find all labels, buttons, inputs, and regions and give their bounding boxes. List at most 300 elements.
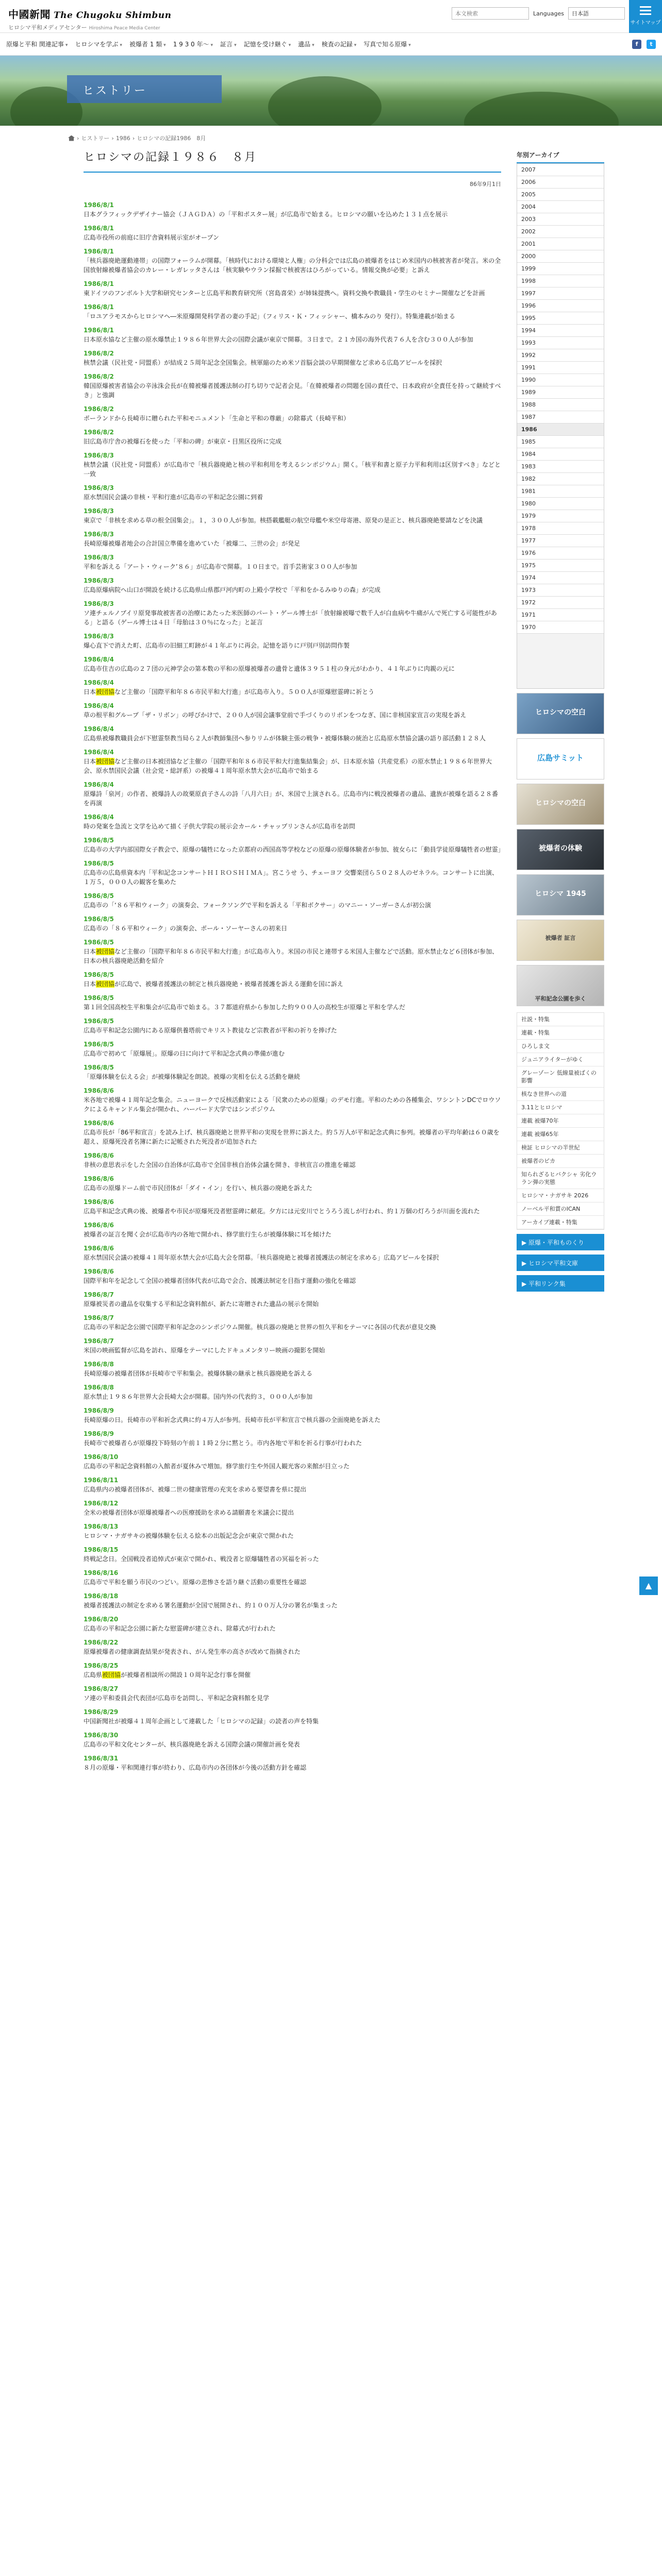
entry-text: 広島市の原爆ドーム前で市民団体が「ダイ・イン」を行い、核兵器の廃絶を訴えた [84,1184,312,1192]
entry-date: 1986/8/31 [84,1755,119,1762]
menu-icon [640,6,651,15]
entry-date: 1986/8/12 [84,1500,119,1507]
hero-banner [0,56,662,126]
entry-date: 1986/8/3 [84,577,114,584]
facebook-icon[interactable]: f [632,40,641,49]
entry-text: ポーランドから長崎市に贈られた平和モニュメント「生命と平和の尊厳」の除幕式（長崎平和） [84,415,350,422]
entry-text: 日本原水協など主催の原水爆禁止１９８６年世界大会の国際会議が東京で開幕。３日まで。２１カ国の海外代表７６人を含む３００人が参加 [84,336,473,343]
history-entry [84,404,501,423]
entry-text: 広島市の広島県資本内「平和記念コンサートＨＩＲＯＳＨＩＭＡ」。宮こうせ う、チェーヨフ 交響楽団ら５０２８人のゼネラル。コンサートに出演、１万５，０００人の観客を集めた [84,869,498,886]
logo-sub-ja: ヒロシマ平和メディアセンター [8,24,87,31]
entry-date: 1986/8/6 [84,1175,114,1182]
year-archive-list [517,163,604,689]
entry-text: 第１回全国高校生平和集会が広島市で始まる。３７都道府県から参加した約９００人の高校生が原爆と平和を学んだ [84,1004,406,1011]
entry-date: 1986/8/1 [84,303,114,311]
entry-text: 「ロユアラモスからヒロシマヘ―米原爆開発科学者の妻の手記」（フィリス・Ｋ・フィッシャー、橋本みのり 発行）。特集連載が始まる [84,313,455,320]
sidebar-link[interactable]: ひろしま文 [517,1040,604,1053]
entry-text: 平和を訴える「アート・ウィーク’８６」が広島市で開幕。１０日まで。首手芸術家３００人が参加 [84,563,357,570]
history-entry [84,1221,501,1239]
banner-label: ヒロシマの空白 [535,799,586,807]
history-entry [84,970,501,989]
year-link-2001[interactable]: 2001 [517,238,604,250]
entry-text: 草の根平和グループ「ザ・リボン」の呼びかけで、２００人が国会議事堂前で手づくりのリボンをつなぎ、国に非核国家宣言の実現を訴え [84,711,467,719]
entry-date: 1986/8/13 [84,1523,119,1530]
entry-date: 1986/8/5 [84,860,114,867]
entry-date: 1986/8/3 [84,554,114,561]
entry-date: 1986/8/5 [84,1041,114,1048]
year-link-1982[interactable]: 1982 [517,473,604,485]
sidebar-link[interactable]: 連載 被爆70年 [517,1114,604,1128]
history-entry [84,859,501,887]
history-entry [84,599,501,627]
history-entry [84,1290,501,1309]
history-entry [84,1086,501,1114]
entry-text: 「核兵器廃絶運動連帯」の国際フォーラムが開幕。「核時代における環境と人権」の分科会では広島の被爆者をはじめ米国内の核被害者が発言。米の全国放射線被爆者協会のカレー・レガレッタさんは「核実験やウラン採掘で核被害はひろがっている。情報交換が必要」と訴え [84,257,501,274]
logo-title-en: The Chugoku Shimbun [54,10,172,21]
entry-date: 1986/8/6 [84,1245,114,1252]
entry-text: 終戦記念日。全国戦没者追悼式が東京で開かれ、戦没者と原爆犠牲者の冥福を祈った [84,1555,319,1563]
banner-1945[interactable] [517,874,604,916]
sidebar-button-label: 平和リンク集 [528,1280,566,1287]
year-link-2003[interactable]: 2003 [517,213,604,226]
content-wrapper [47,148,615,1777]
entry-text: 広島市平和記念公園内にある原爆供養塔前でキリスト教徒など宗教者が平和の祈りを捧げた [84,1027,337,1034]
entry-text: 米各地で被爆４１周年記念集会。ニューヨークで反核活動家による「民衆のための原爆」のデモ行進。平和のための各種集会、ワシントンDCでロウソクによるキャンドル集会が開かれ、ハーバード大学ではシンポジウム [84,1096,501,1113]
history-entry [84,1118,501,1146]
banner-peace-park[interactable] [517,965,604,1006]
year-link-1979[interactable]: 1979 [517,510,604,522]
entry-text: 広島平和記念式典の後、被爆者や市民が原爆死没者慰霊碑に献花。夕方には元安川でとうろう流しが行われ、約１万個の灯ろうが川面を流れた [84,1208,480,1215]
history-entry [84,1151,501,1170]
banner-label: ヒロシマ 1945 [535,890,586,898]
sidebar-links [517,1012,604,1230]
history-entry [84,1545,501,1564]
year-link-1973[interactable]: 1973 [517,584,604,597]
history-entry [84,1476,501,1494]
history-entry [84,938,501,965]
year-link-1985[interactable]: 1985 [517,436,604,448]
sidebar-button-goods[interactable]: ▶ 原爆・平和ものくり [517,1234,604,1250]
entry-text: 広島市の平和文化センターが、核兵器廃絶を訴える国際会議の開催計画を発表 [84,1741,300,1748]
banner-summit[interactable] [517,738,604,779]
history-entry [84,1661,501,1680]
entry-text: 広島市で平和を願う市民のつどい。原爆の悲惨さを語り継ぐ活動の重要性を確認 [84,1579,307,1586]
entry-date: 1986/8/1 [84,280,114,287]
history-entry [84,1591,501,1610]
year-link-2000[interactable]: 2000 [517,250,604,263]
nav-item-inherit[interactable]: 記憶を受け継ぐ ▾ [244,40,291,48]
entry-date: 1986/8/15 [84,1546,119,1553]
history-entry [84,724,501,743]
sidebar-button-label: ヒロシマ平和文庫 [528,1260,578,1267]
page-top-button[interactable]: ▲ [639,1577,658,1595]
sidebar-button-links[interactable]: ▶ 平和リンク集 [517,1275,604,1292]
entry-text: 日本被団協が広島で、被爆者援護法の制定と核兵器廃絶・被爆者援護を訴える運動を国に訴え [84,980,343,988]
year-link-1984[interactable]: 1984 [517,448,604,461]
banner-hiroshima-blank[interactable] [517,693,604,734]
entry-text: 原水禁国民会議の被爆４１周年原水禁大会が広島大会を閉幕。「核兵器廃絶と被爆者援護法の制定を求める」広島アピールを採択 [84,1254,439,1261]
history-entry [84,483,501,502]
entry-text: ソ連チェルノブイリ原発事故被害者の治療にあたった米医師のパート・ゲール博士が「放射線被曝で数千人が白血病や牛痛がんで死亡する可能性がある」と語る（ゲール博士は４日「母胎は３０％になった」と証言 [84,609,497,626]
home-icon[interactable] [68,135,75,141]
entry-date: 1986/8/8 [84,1384,114,1391]
entry-text: 日本被団協など主催の「国際平和年８６市民平和大行進」が広島市入り。米国の市民と連帯する米国人主催などで活動。原水禁止など６団体が参加、日本の核兵器廃絶活動を紹介 [84,948,499,964]
entry-text: 長崎原爆被爆者地会の合計国立準備を進めていた「被爆二、三世の会」が発足 [84,540,301,547]
entry-text: ヒロシマ・ナガサキの被爆体験を伝える絵本の出版記念会が東京で開かれた [84,1532,294,1539]
history-entry [84,1383,501,1401]
banner-label: 平和記念公園を歩く [535,995,586,1002]
entry-text: 広島市住吉の広島の２７団の元神学会の第本数の平和の原爆被爆者の遺骨と遺体３９５１柱の身元がわかり、４１年ぶりに肉親の元に [84,665,455,672]
entry-text: 長崎市で被爆者らが原爆投下時刻の午前１１時２分に黙とう。市内各地で平和を祈る行事が行われた [84,1439,362,1447]
entry-text: 米国の映画監督が広島を訪れ、原爆をテーマにしたドキュメンタリー映画の撮影を開始 [84,1347,325,1354]
history-entry [84,812,501,831]
entry-date: 1986/8/5 [84,994,114,1002]
year-link-1980[interactable]: 1980 [517,498,604,510]
hero-title: ヒストリー [82,84,147,97]
year-link-1998[interactable]: 1998 [517,275,604,287]
entry-date: 1986/8/10 [84,1453,119,1461]
sidebar-link[interactable]: 知られざるヒバクシャ 劣化ウラン弾の実態 [517,1168,604,1189]
logo-title-ja: 中國新聞 [8,8,51,21]
entry-date: 1986/8/3 [84,600,114,607]
history-entry [84,1063,501,1081]
year-link-1993[interactable]: 1993 [517,337,604,349]
entry-text: 原爆詩「泉河」の作者、被爆詩人の故栗原貞子さんの詩「八月六日」が、米国で上演される。広島市内に戦没被爆者の遺品、遺族が被爆を語る２８番を再演 [84,790,499,807]
entry-date: 1986/8/1 [84,225,114,232]
nav-item-records[interactable]: 検査の記録 ▾ [322,40,357,48]
entry-date: 1986/8/9 [84,1407,114,1414]
entry-text: 「原爆体験を伝える会」が被爆体験記を朗読。被爆の実相を伝える活動を継続 [84,1073,301,1080]
hero-title-band [67,75,222,103]
history-entry [84,1040,501,1058]
year-link-1974[interactable]: 1974 [517,572,604,584]
history-entry [84,506,501,525]
entry-text: 長崎原爆の被爆者団体が長崎市で平和集会。被爆体験の継承と核兵器廃絶を訴える [84,1370,313,1377]
entry-text: 国際平和年を記念して全国の被爆者団体代表が広島で会合、援護法制定を目指す運動の強化を確認 [84,1277,356,1284]
entry-text: 非核の意思表示をした全国の自治体が広島市で全国非核自治体会議を開き、非核宣言の推進を確認 [84,1161,356,1168]
languages-label: Languages [533,10,564,17]
entry-text: 原爆被爆者の健康調査結果が発表され、がん発生率の高さが改めて指摘された [84,1648,301,1655]
entry-text: 広島市長が「86平和宣言」を読み上げ、核兵器廃絶と世界平和の実現を世界に訴えた。約５万人が平和記念式典に参列。被爆者の平均年齢は６０歳を超え、原爆死没者名簿に新たに記帳された死没者が追加された [84,1129,500,1145]
year-link-1991[interactable]: 1991 [517,362,604,374]
history-entry [84,1267,501,1285]
entry-date: 1986/8/4 [84,814,114,821]
banner-hibakusha[interactable] [517,829,604,870]
history-entry [84,1313,501,1332]
logo-title [8,6,171,21]
entry-text: 広島市の「８６平和ウィーク」の演奏会、ポール・ソーヤーさんの初来日 [84,925,288,932]
logo-subtitle [8,23,171,31]
history-entry [84,632,501,650]
history-entry [84,530,501,548]
history-entry [84,1197,501,1216]
history-entry [84,1754,501,1772]
entry-text: 中国新聞社が被爆４１周年企画として連載した「ヒロシマの記録」の読者の声を特集 [84,1718,319,1725]
history-entry [84,1615,501,1633]
entry-date: 1986/8/5 [84,837,114,844]
entry-date: 1986/8/2 [84,373,114,380]
sidebar-link[interactable]: ヒロシマ・ナガサキ 2026 [517,1189,604,1202]
entry-date: 1986/8/4 [84,702,114,709]
entry-text: ８月の原爆・平和関連行事が終わり、広島市内の各団体が今後の活動方針を確認 [84,1764,307,1771]
sidebar-link[interactable]: 核なき世界への道 [517,1088,604,1101]
history-entry [84,655,501,673]
banner-label: 広島サミット [537,753,584,762]
year-link-1971[interactable]: 1971 [517,609,604,621]
sitemap-label: サイトマップ [630,20,661,26]
history-entry [84,224,501,242]
year-link-1992[interactable]: 1992 [517,349,604,362]
entry-date: 1986/8/1 [84,201,114,209]
breadcrumb-history[interactable]: ヒストリー [81,135,110,142]
entry-date: 1986/8/6 [84,1198,114,1206]
nav-item-testimony[interactable]: 証言 ▾ [220,40,237,48]
entry-text: 核禁会議（民社党・同盟系）が結成２５周年記念全国集会。核軍縮のため米ソ首脳会談の早期開催など求める広島アピールを採択 [84,359,442,366]
highlight-term: 被団協 [96,688,115,696]
sidebar-link[interactable]: 連載・特集 [517,1026,604,1040]
history-entry [84,1499,501,1517]
history-entry [84,451,501,479]
history-entry [84,1244,501,1262]
year-link-1999[interactable]: 1999 [517,263,604,275]
sidebar-link[interactable]: ノーベル平和賞のICAN [517,1202,604,1216]
nav-item-photos[interactable]: 写真で知る原爆 ▾ [363,40,411,48]
year-link-1986[interactable]: 1986 [517,423,604,436]
entry-text: 旧広島市庁舎の被爆石を使った「平和の碑」が東京・目黒区役所に完成 [84,438,282,445]
history-entry [84,372,501,400]
history-entry [84,1360,501,1378]
nav-item-history[interactable]: 1 9 3 0 年〜 ▾ [173,40,213,48]
entry-date: 1986/8/6 [84,1268,114,1275]
history-entry [84,1684,501,1703]
entry-date: 1986/8/5 [84,892,114,900]
entry-date: 1986/8/7 [84,1337,114,1345]
sitemap-button[interactable] [629,0,662,33]
entry-text: 核禁会議（民社党・同盟系）が広島市で「核兵器廃絶と核の平和利用を考えるシンポジウム」開く。「核平和書と原子力平和利用は区別すべき」などと一致 [84,461,501,478]
sidebar-link[interactable]: ジュニアライターがゆく [517,1053,604,1066]
year-link-1981[interactable]: 1981 [517,485,604,498]
history-entry [84,349,501,367]
entry-text: 時の発案を急流と文学を込めて描く子供大学院の展示会カール・チャップリンさんが広島市を訪問 [84,823,355,830]
entry-date: 1986/8/7 [84,1314,114,1321]
year-link-2005[interactable]: 2005 [517,189,604,201]
hero-tree [268,76,382,126]
entry-text: 日本グラフィックデザイナー協会（ＪＡＧＤＡ）の「平和ポスター展」が広島市で始まる。ヒロシマの願いを込めた１３１点を展示 [84,211,448,218]
history-entry [84,1406,501,1425]
history-entry [84,576,501,595]
entry-text: 被爆者援護法の制定を求める署名運動が全国で展開され、約１００万人分の署名が集まった [84,1602,338,1609]
banner-testimony[interactable] [517,920,604,961]
year-link-2006[interactable]: 2006 [517,176,604,189]
entry-text: 広島原爆病院へ山口が開設を続ける広島県山県郡戸河内町の上殿小学校で「平和をかるみゆりの森」が完成 [84,586,381,594]
year-link-1995[interactable]: 1995 [517,312,604,325]
year-link-1970[interactable]: 1970 [517,621,604,634]
entry-date: 1986/8/3 [84,507,114,515]
main-content [84,148,504,1777]
social-links [632,40,656,49]
year-link-1972[interactable]: 1972 [517,597,604,609]
sidebar-link[interactable]: 被爆者のピカ [517,1155,604,1168]
entry-text: ソ連の平和委員会代表団が広島市を訪問し、平和記念資料館を見学 [84,1694,270,1702]
publish-date: 86年9月1日 [470,181,501,188]
entry-date: 1986/8/6 [84,1222,114,1229]
year-link-1987[interactable]: 1987 [517,411,604,423]
entry-date: 1986/8/5 [84,1018,114,1025]
breadcrumb-sep: › [77,134,79,142]
history-entry [84,553,501,571]
entry-date: 1986/8/4 [84,749,114,756]
entry-date: 1986/8/5 [84,1064,114,1071]
entry-date: 1986/8/9 [84,1430,114,1437]
sidebar-link[interactable]: 3.11とヒロシマ [517,1101,604,1114]
entry-date: 1986/8/1 [84,248,114,255]
year-link-1997[interactable]: 1997 [517,287,604,300]
entry-date: 1986/8/6 [84,1120,114,1127]
year-link-1988[interactable]: 1988 [517,399,604,411]
entry-text: 日本被団協など主催の日本被団協など主催の「国際平和年８６市民平和大行進集結集会」が、日本原水協（共産党系）の原水禁止１９８６年世界大会、原水禁国民会議（社会党・総評系）の被爆４１周年原水禁大会が広島市で始まる [84,758,492,774]
entry-date: 1986/8/3 [84,484,114,492]
entry-date: 1986/8/25 [84,1662,119,1669]
breadcrumb-sep: › [111,134,114,142]
page-title: ヒロシマの記録１９８６ ８月 [84,148,501,173]
history-entry [84,678,501,697]
entry-date: 1986/8/2 [84,405,114,413]
entry-date: 1986/8/5 [84,939,114,946]
entry-text: 被爆者の証言を聞く会が広島市内の各地で開かれ、修学旅行生らが被爆体験に耳を傾けた [84,1231,332,1238]
entry-date: 1986/8/3 [84,452,114,459]
nav-item-learn[interactable]: ヒロシマを学ぶ ▾ [75,40,122,48]
entry-date: 1986/8/4 [84,679,114,686]
highlight-term: 被団協 [96,758,115,765]
entry-date: 1986/8/5 [84,971,114,978]
entry-date: 1986/8/3 [84,633,114,640]
history-entry [84,279,501,298]
year-link-1975[interactable]: 1975 [517,560,604,572]
entry-text: 原爆被災者の遺品を収集する平和記念資料館が、新たに寄贈された遺品の展示を開始 [84,1300,319,1308]
sidebar-link[interactable]: アーカイブ連載・特集 [517,1216,604,1229]
history-entry [84,1336,501,1355]
history-entry [84,1016,501,1035]
nav-item-relics[interactable]: 遺品 ▾ [298,40,315,48]
sidebar-link[interactable]: 社説・特集 [517,1013,604,1026]
sidebar-link[interactable]: 連載 被爆65年 [517,1128,604,1141]
breadcrumb-year[interactable]: 1986 [115,134,130,142]
entry-date: 1986/8/16 [84,1569,119,1577]
banner-label: 被爆者 証言 [545,935,576,941]
year-link-1976[interactable]: 1976 [517,547,604,560]
logo-sub-en: Hiroshima Peace Media Center [89,26,160,31]
entry-date: 1986/8/3 [84,531,114,538]
history-entry [84,701,501,720]
entry-date: 1986/8/11 [84,1477,119,1484]
header-tools [452,7,625,20]
entry-date: 1986/8/6 [84,1087,114,1094]
entry-date: 1986/8/22 [84,1639,119,1646]
entry-text: 広島市の平和記念資料館の入館者が夏休みで増加。修学旅行生や外国人観光客の来館が目立った [84,1463,350,1470]
entry-text: 広島市の平和記念公園で国際平和年記念のシンポジウム開催。核兵器の廃絶と世界の恒久平和をテーマに各国の代表が意見交換 [84,1324,436,1331]
entry-text: 広島県被団協が被爆者相談所の開設１０周年記念行事を開催 [84,1671,251,1679]
archive-title: 年別アーカイブ [517,148,604,163]
entry-text: 東ドイツのフンボルト大学和研究センターと広島平和教育研究所（宮島喜栄）が姉妹提携へ。資料交換や教職員・学生のセミナー開催などを計画 [84,290,485,297]
year-link-1977[interactable]: 1977 [517,535,604,547]
year-link-1978[interactable]: 1978 [517,522,604,535]
breadcrumb-sep: › [132,134,135,142]
year-link-1990[interactable]: 1990 [517,374,604,386]
language-select[interactable]: 日本語 [568,7,625,20]
entry-date: 1986/8/8 [84,1361,114,1368]
entry-text: 広島市の平和記念公園に新たな慰霊碑が建立され、除幕式が行われた [84,1625,276,1632]
history-entry [84,1568,501,1587]
entry-text: 広島市で初めて「原爆展」。原爆の日に向けて平和記念式典の準備が進む [84,1050,285,1057]
search-input[interactable] [452,7,529,20]
site-logo[interactable] [8,6,171,31]
sidebar-link[interactable]: グレーゾーン 低線量被ばくの影響 [517,1066,604,1088]
sidebar-button-library[interactable]: ▶ ヒロシマ平和文庫 [517,1255,604,1271]
global-nav [0,33,662,56]
entry-text: 韓国原爆被害者協会の辛泳洙会長が在韓被爆者援護法制の打ち切りで記者会見。「在韓被爆者の問題を国の責任で、日本政府が全責任を持って継続すべき」と強調 [84,382,501,399]
entry-text: 原水禁国民会議の非核・平和行進が広島市の平和記念公園に到着 [84,494,263,501]
entry-text: 原水禁止１９８６年世界大会長崎大会が開幕。国内外の代表約３，０００人が参加 [84,1393,313,1400]
twitter-icon[interactable]: t [647,40,656,49]
entry-date: 1986/8/30 [84,1732,119,1739]
history-entry [84,993,501,1012]
entry-text: 爆心直下で消えた町、広島市の旧細工町跡が４１年ぶりに再会。記憶を語りに戸別戸別訪問作製 [84,642,350,649]
sidebar-link[interactable]: 検証 ヒロシマの半世紀 [517,1141,604,1155]
entry-text: 全米の被爆者団体が原爆被爆者への医療援助を求める請願書を米議会に提出 [84,1509,294,1516]
year-link-1983[interactable]: 1983 [517,461,604,473]
year-link-2004[interactable]: 2004 [517,201,604,213]
entry-text: 日本被団協など主催の「国際平和年８６市民平和大行進」が広島市入り。５００人が原爆慰霊碑に祈とう [84,688,375,696]
entry-date: 1986/8/5 [84,916,114,923]
year-link-1996[interactable]: 1996 [517,300,604,312]
banner-hiroshima-blank-2[interactable] [517,784,604,825]
entry-list [84,200,504,1772]
top-header [0,0,662,33]
entry-date: 1986/8/20 [84,1616,119,1623]
entry-text: 東京で「非核を求める草の根全国集会」。１，３００人が参加。核搭載艦艇の航空母艦や米空母寄港、原発の是正と、核兵器廃絶要請などを決議 [84,517,483,524]
year-link-2007[interactable]: 2007 [517,164,604,176]
entry-date: 1986/8/29 [84,1708,119,1716]
highlight-term: 被団協 [96,980,115,988]
history-entry [84,914,501,933]
history-entry [84,836,504,854]
nav-item-news[interactable]: 原爆と平和 関連記事 ▾ [6,40,68,48]
history-entry [84,302,501,321]
entry-date: 1986/8/4 [84,725,114,733]
hero-tree [464,92,619,126]
entry-date: 1986/8/4 [84,781,114,788]
sidebar [517,148,604,1777]
entry-text: 長崎原爆の日。長崎市の平和祈念式典に約４万人が参列。長崎市長が平和宣言で核兵器の全面廃絶を訴えた [84,1416,381,1423]
entry-date: 1986/8/2 [84,429,114,436]
history-entry [84,1522,501,1540]
history-entry [84,1429,501,1448]
entry-date: 1986/8/1 [84,327,114,334]
year-link-1994[interactable]: 1994 [517,325,604,337]
entry-date: 1986/8/4 [84,656,114,663]
history-entry [84,780,501,808]
history-entry [84,1638,501,1656]
banner-label: ヒロシマの空白 [535,708,586,717]
year-link-1989[interactable]: 1989 [517,386,604,399]
entry-text: 広島市の「‘８６平和ウィーク」の演奏会、フォークソングで平和を訴える「平和ボクサー」のマニー・ソーガーさんが初公演 [84,902,432,909]
entry-text: 広島県内の被爆者団体が、被爆二世の健康管理の充実を求める要望書を県に提出 [84,1486,307,1493]
year-link-2002[interactable]: 2002 [517,226,604,238]
breadcrumb-current: ヒロシマの記録1986 8月 [137,135,206,142]
history-entry [84,326,501,344]
nav-item-hibakusha[interactable]: 被爆者 1 類 ▾ [129,40,166,48]
entry-date: 1986/8/7 [84,1291,114,1298]
